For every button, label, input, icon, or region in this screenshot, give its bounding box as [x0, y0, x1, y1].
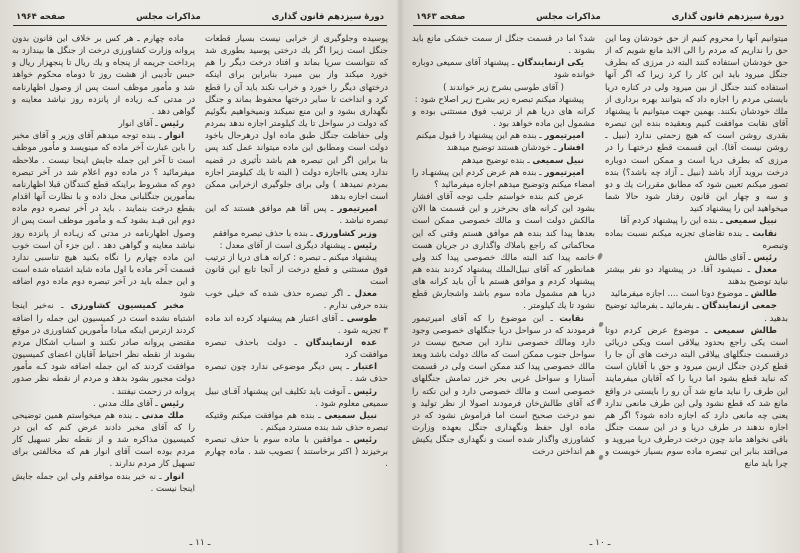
speech-paragraph: رئیس ـ آقای طالش [704, 252, 777, 263]
speaker-name: مخبر کمیسیون کشاورزی [70, 301, 184, 312]
speech-paragraph: نبیل سمیعی ـ بنده این را پیشنهاد کردم آقا [620, 216, 777, 227]
speech-paragraph: رئیس ـ موافقین با ماده سوم با حذف تبصره برخیزند ( اکثر برخاستند ) تصویب شد . ماده چهارم . [205, 435, 388, 470]
text-paragraph: پیشنهاد میکنم تبصره زیر بشرح زیر اصلاح شود : [414, 94, 584, 105]
speech-paragraph: انوار ـ نه خیر بنده موافقم ولی این جمله جایش اینجا نیست . [12, 471, 195, 494]
document-title: مذاکرات مجلس [136, 12, 201, 22]
speech-paragraph: نقابت ـ این موضوع را که آقای امیرتیمور فرمودند که در سواحل دریا جنگلهای خصوصی وجود دارد ومالك خصوصی ندارد این صحیح نیست در سواحل جنوب ممکن است که مالك دولت باشد وبعد مالك خصوصی پیدا کند ممکن است ولی در قسمت آستارا و سواحل غربی بحر خزر تمامش جنگلهای خصوصی است و مالك خصوصی دارد و این نکته را که آقای طالش‌خان فرمودند اصولا از نظر تولید و نمو درخت صحیح است اما فراموش نشود که در ماده اول حفظ ونگهداری جنگل بعهده وزارت کشاورزی واگذار شده است و نگهداری جنگل یکیش هم انداختن درخت [412, 313, 595, 458]
page-header [12, 12, 388, 22]
speaker-name: امیرتیمور [544, 131, 584, 142]
speech-paragraph: نبیل سمیعی ـ بنده توضیح میدهم [461, 155, 584, 166]
speech-paragraph: جمعی ازنمایندگان ـ بفرمائید ـ بفرمائید توضیح بدهید . [605, 301, 788, 324]
speech-paragraph: امیرتیمور ـ بنده هم این پیشنهاد را قبول میکنم [416, 131, 584, 142]
speaker-name: نبیل سمیعی [725, 216, 777, 227]
speech-paragraph: نقابت ـ بنده تقاضای تجزیه میکنم نسبت بماده وتبصره [605, 228, 788, 251]
speaker-name: انوار [164, 471, 184, 482]
speech-paragraph: امیرتیمور ـ بنده هم عرض کردم این پیشنهـاد را امضاء میکنم وتوضیح میدهم اجازه میفرمائید ؟ [412, 167, 595, 190]
speaker-name: یکی ازنمایندگان [517, 58, 584, 69]
speech-paragraph: رئیس ـ آقای ملك مدنی . [93, 398, 184, 409]
speech-paragraph: رئیس ـ آقای انوار [118, 119, 184, 130]
text-paragraph: شد؟ اما در قسمت جنگل از سمت خشکی مانع باید بشوند . [412, 34, 595, 57]
text-paragraph: عرض کنم بنده خواستم جلب توجه آقای افشار بشود این کرانه های بحرخزر و این قسمت ها الان مالکش دولت است و مالك خصوصی ممکن است بعدها پیدا کند بنده هم موافق هستم وقتی که این محاکماتی که راجع باملاك واگذاری در جریان هست خاتمه پیدا کند البته مالك خصوصی پیدا کند ولی همانطور که آقای نبیل‌الملك پیشنهاد کردند بنده هم پیشنهاد کردم و موافق هستم با آن باید کرانه های دریا هم مشمول ماده سوم باشد واشجارش قطع نشود تا یك کیلومتر . [412, 192, 595, 312]
page-number-label: صفحه ۱۹۶۳ [416, 12, 466, 22]
speech-paragraph: وزیر کشاورزی ـ بنده با حذف تبصره موافقم [212, 228, 377, 239]
text-paragraph: کرانه های دریا هم از ترتیب فوق مستثنی بوده و مشمول این ماده خواهد بود . [412, 106, 595, 130]
speech-paragraph: طالش ـ موضوع دوتا است .... اجازه میفرمائید [610, 289, 777, 300]
speaker-name: نبیل سمیعی [324, 410, 377, 421]
text-paragraph: ماده چهارم ـ هر کس بر خلاف این قانون بدون پروانه وزارت کشاورزی درخت از جنگل ها بیندازد به پرداخت جریمه از پنجاه و یك ریال تا پنجهزار ریال و حبس تأدیبی از هشت روز تا دوماه محکوم خواهد شد و مأمور موظف است پس از وصول اظهارنامه در مدتی کـه زیاده از پانزده روز نباشد معاینه و گواهی دهد . [12, 34, 195, 117]
speech-paragraph: معدل ـ اگر تبصره حذف شده که خیلی خوب بنده حرفی ندارم . [205, 289, 388, 312]
speaker-name: افشار [558, 143, 584, 154]
speaker-name: رئیس [353, 435, 377, 446]
speech-paragraph: رئیس ـ آنوقت باید تکلیف این پیشنهاد آقـای نبیل سمیعی معلوم شود . [205, 386, 388, 409]
header-rule [13, 25, 387, 26]
speech-paragraph: عده ازنمایندگان ـ دولت باحذف تبصره موافقت کرد [205, 337, 388, 361]
speaker-name: نقابت [752, 228, 777, 239]
speaker-name: جمعی ازنمایندگان [701, 301, 777, 312]
text-paragraph: پوسیده وجلوگیری از خرابی نیست بسیار قطعات جنگل است زیرا اگر یك درختی پوسید بطوری شد که نتوانست سرپا بماند و افتاد درخت دیگر را هم خورد میکند واز بین میبرد بنابراین برای اینکه درختهای دیگر را خورد و خراب نکند باید آن را قطع کرد و انداخت تا سایر درختها محفوظ بماند و جنگل نگهداری بشود و این منع نمیکند ونمیخواهیم بگوئیم که دولت در سواحل تا یك کیلومتر اجازه ندهد بمردم ولی حفاظت جنگل طبق ماده اول درهرحال باخود دولت است ومطابق این ماده میتواند عمل کند پس بنا براین اگر این تبصره هم باشد تأثیری در قضیه ندارد یعنی بااجازه دولت ( البته تا یك کیلومتر اجازه بمردم نمیدهد ) ولی برای جلوگیری ازخرابی ممکن است اجازه بدهد [205, 34, 388, 203]
speaker-name: رئیس [160, 398, 184, 409]
speech-paragraph: طوسی ـ آقای اعتبار هم پیشنهاد کرده اند ماده ۳ تجزیه شود . [205, 313, 388, 336]
speaker-name: طوسی [346, 313, 377, 324]
speech-paragraph: امیرتیمور ـ پس آقا هم موافق هستند که این تبصره نباشد . [205, 204, 388, 227]
speech-paragraph: رئیس ـ پیشنهاد دیگری است از آقای معدل : [219, 240, 377, 251]
document-title: مذاکرات مجلس [536, 12, 601, 22]
speech-paragraph: اعتبار ـ پس دیگر موضوعی ندارد چون تبصره حذف شد . [205, 362, 388, 385]
footer-page-number: ـ ۱۱ ـ [189, 538, 211, 548]
column-right [205, 33, 388, 517]
text-paragraph: ( آقای طوسی بشرح زیر خواندند ) [443, 82, 564, 93]
speaker-name: اعتبار [353, 362, 377, 373]
speech-paragraph: معدل ـ نمیشود آقا. در پیشنهاد دو نفر بیشتر نباید توضیح بدهند [605, 264, 788, 288]
speaker-name: عده ازنمایندگان [305, 337, 377, 348]
speech-paragraph: ملك مدنی ـ بنده هم میخواستم همین توضیحی را که آقای مخبر دادند عرض کنم که این در کمیسیون مذاکره شد و از نقطه نظر تسهیل کار مردم بوده است آقای انوار هم که مخالفتی برای تسهیل کار مردم ندارند . [12, 410, 195, 470]
header-rule [413, 25, 787, 26]
speech-paragraph: مخبر کمیسیون کشاورزی ـ نه‌خیر اینجا اشتباه نشده است در کمیسیون این جمله را اضافه کردند ازترس اینکه مبادا مأمورین کشاورزی در موقع مقتضی پروانه صادر نکنند و اسباب اشکال مردم بشوند از نقطه نظر احتیاط آقایان اعضای کمیسیون موافقت کردند که این جمله اضافه شود کـه مأمور دولت مجبور بشود بدهد و مردم از نقطه نظر صدور پروانه در زحمت نیفتند . [12, 301, 195, 397]
column-right [605, 33, 788, 517]
text-paragraph: پیشنهاد میکنم ـ تبصره : کرانه هـای دریا از ترتیب فوق مستثنی و قطع درخت از آنجا تابع این قانون است [205, 252, 388, 288]
page-header [412, 12, 788, 22]
speaker-name: ملك مدنی [141, 410, 184, 421]
speaker-name: نبیل سمیعی [532, 155, 584, 166]
speaker-name: معدل [754, 264, 777, 275]
speech-paragraph: یکی ازنمایندگان ـ پیشنهاد آقای سمیعی دوباره خوانده شود [412, 58, 595, 81]
speaker-name: امیرتیمور [544, 167, 584, 178]
page-1963 [400, 0, 800, 553]
page-number-label: صفحه ۱۹۶۴ [16, 12, 66, 22]
speaker-name: انوار [164, 131, 184, 142]
text-columns [12, 33, 388, 517]
speaker-name: وزیر کشاورزی [315, 228, 377, 239]
column-left [12, 33, 195, 517]
speaker-name: رئیس [160, 119, 184, 130]
session-label: دورۀ سیزدهم قانون گذاری [671, 12, 784, 22]
text-columns [412, 33, 788, 517]
speaker-name: امیرتیمور [337, 204, 377, 215]
speaker-name: طالش [750, 289, 777, 300]
speaker-name: رئیس [353, 240, 377, 251]
speech-paragraph: انوار ـ بنده توجه میدهم آقای وزیر و آقای مخبر را باین عبارت آخر ماده که مینویسد و مأمور موظف است تا آخر این جمله جایش اینجا نیست . ملاحظه میفرمائید ؟ در ماده دوم اعلام شد در آخر تبصره دوم که مشروط براینکه قطع کنندگان قبلا اظهارنامه بمأمورین جنگلبانی محل داده و با نظارت آنها اقدام بقطع درخت بنمایند . باید در آخر تبصره دوم ماده دوم این قیـد بشود کـه و مأمور موظف است پس از وصول اظهارنامه در مدتی که زیـاده از پانزده روز نباشد معاینه و گواهی دهد . این جزء آن است خوب این ماده چهارم را نگاه بکنید هیچ تناسبی ندارد قسمت آخر ماده با اول ماده شاید اشتباه شده است و این جمله باید در آخر تبصره دوم ماده دوم اضافه شود [12, 131, 195, 300]
speaker-name: معدل [354, 289, 377, 300]
footer-page-number: ـ ۱۰ ـ [589, 538, 611, 548]
speaker-name: طالش سمیعی [713, 325, 777, 336]
speaker-name: رئیس [753, 252, 777, 263]
speech-paragraph: طالش سمیعی ـ موضوع عرض کردم دوتا است یکی راجع بحدود ییلاقی است ویکی دریائی درقسمت جنگلهای ییلاقی البته درخت های آن جا را قطع کردن جنگل ازبین میرود و حق با آقایان است که نباید قطع بشود اما دریا را که آقایان میفرمایند این طرف را نباید مانع شد آن رو را بایستی در واقع مانع شد که قطع نشود ولی این طرف مانعی ندارد یعنی چه مانعی دارد که اجازه داده شود؟ اگر هم اجازه ندهند در طرف دریا و در این سمت جنگل باقی نخواهد ماند چون درخت درطرف دریا میروید و می‌افتد بنابر این تبصره ماده سوم بسیار خوبست و چرا باید مانع [605, 325, 788, 470]
session-label: دورۀ سیزدهم قانون گذاری [271, 12, 384, 22]
speech-paragraph: نبیل سمیعی ـ بنده هم موافقت میکنم وقتیکه تبصره حذف شد بنده مسترد میکنم . [205, 410, 388, 433]
speech-paragraph: افشار ـ خودشان هستند توضیح میدهند [446, 143, 584, 154]
speaker-name: نقابت [559, 313, 584, 324]
text-paragraph: میتوانیم آنها را محروم کنیم از حق خودشان وما این حق را نداریم که مردم را الی الابد مانع شویم که از حق خودشان استفاده کنند البته در مرزی که بطرف جنگل میرود باید این کار را کرد زیرا که اگر آنها استفاده کنند جنگل از بین میرود ولی در کناره دریا بایستی مردم را اجازه داد که بتوانند بهره برداری از ملك خودشان بکنند. بهمین جهت میتوانیم با پیشنهاد آقای نقابت موافقت کنیم وبعقیده بنده این تبصره بقدری روشن است که هیچ زحمتی ندارد (نبیل ـ روشن نیست آقا). این قسمت قطع درختهـا را در مرزی که بطرف دریا است و ممکن است دوباره درخت بروید آزاد باشد (نبیل ـ آزاد چه باشد؟) بنده تصور میکنم تعیین شود که مطابق مقررات یك و دو و سه و چهار این قانون رفتار شود حالا شما میخواهید این را پیشنهاد کنید [605, 34, 788, 215]
column-left [412, 33, 595, 517]
speaker-name: رئیس [353, 386, 377, 397]
